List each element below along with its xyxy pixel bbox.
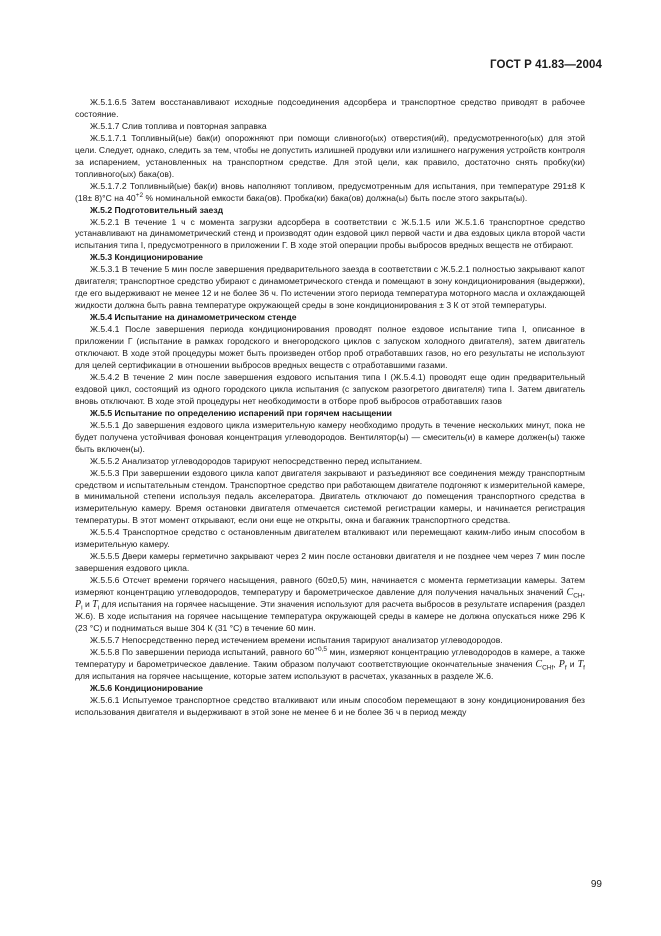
text-span: мин, измеряют концентрацию углеводородов в камере, а также температуру и барометрическое давление. Таким образом получают соответствующие окончательные значения	[75, 646, 585, 669]
paragraph: Ж.5.5.3 При завершении ездового цикла капот двигателя закрывают и разъединяют все соединения между транспортным средством и испытательным стендом. Транспортное средство при работающем двигателе подгоняют к измерительной камере, в минимальной степени используя педаль акселератора. Двигатель отключают до помещения транспортного средства в измерительную камеру. Время остановки двигателя отмечается системой регистрации камеры, и начинается регистрация температуры. В этот момент открывают, если они еще не открыты, окна и багажник транспортного средства.	[75, 467, 586, 526]
superscript: +2	[135, 191, 144, 199]
text-span: ,	[553, 658, 559, 669]
text-span: для испытания на горячее насыщение, которые затем используют в расчетах, указанных в разделе Ж.6.	[75, 670, 494, 681]
paragraph: Ж.5.5.2 Анализатор углеводородов тарируют непосредственно перед испытанием.	[90, 455, 423, 466]
math-symbol: P	[558, 658, 565, 670]
paragraph: Ж.5.5.1 До завершения ездового цикла измерительную камеру необходимо продуть в течение нескольких минут, пока не будет получена устойчивая фоновая концентрация углеводородов. Вентилятор(ы) — смеситель(и) в камере должен(ы) также быть включен(ы).	[75, 419, 585, 454]
math-symbol: T	[92, 599, 98, 611]
paragraph: Ж.5.5.4 Транспортное средство с остановленным двигателем вталкивают или перемещают каким-либо иным способом в измерительную камеру.	[75, 527, 585, 550]
subscript: CH	[573, 592, 583, 600]
section-heading: Ж.5.3 Кондиционирование	[90, 252, 203, 263]
math-symbol: C	[566, 587, 574, 599]
paragraph: Ж.5.5.7 Непосредственно перед истечением времени испытания тарируют анализатор углеводородов.	[90, 634, 503, 645]
math-symbol: C	[535, 658, 543, 670]
subscript: i	[97, 604, 100, 612]
paragraph: Ж.5.1.7 Слив топлива и повторная заправка	[90, 120, 267, 131]
math-symbol: P	[75, 599, 82, 611]
subscript: f	[583, 664, 585, 672]
text-span: Ж.5.5.6 Отсчет времени горячего насыщения, равного (60±0,5) мин, начинается с момента герметизации камеры. Затем измеряют концентрацию углеводородов, температуру и барометрическое давление для получения начальных значений	[75, 575, 585, 598]
section-heading: Ж.5.5 Испытание по определению испарений при горячем насыщении	[90, 407, 392, 418]
paragraph: Ж.5.2.1 В течение 1 ч с момента загрузки адсорбера в соответствии с Ж.5.1.5 или Ж.5.1.6 транспортное средство устанавливают на динамометрический стенд и производят один ездовой цикл первой части и два ездовых цикла второй части испытания типа I, предусмотренного в приложении Г. В ходе этой операции пробы выбросов вредных веществ не отбирают.	[75, 216, 585, 251]
paragraph	[75, 647, 585, 683]
text-span: % номинальной емкости бака(ов). Пробка(ки) бака(ов) должна(ы) быть после этого закрыта(ы).	[143, 192, 528, 203]
superscript: +0,5	[314, 645, 328, 653]
paragraph	[75, 181, 585, 205]
paragraph: Ж.5.1.7.1 Топливный(ые) бак(и) опорожняют при помощи сливного(ых) отверстия(ий), предусмотренного(ых) для этой цели. Следует, однако, следить за тем, чтобы не допустить излишней продувки или излишнего нагружения устройств контроля за испарением, установленных на транспортном средстве. Для этой цели, как правило, достаточно снять пробку(ки) топливного(ых) бака(ов).	[75, 132, 585, 179]
section-heading: Ж.5.2 Подготовительный заезд	[90, 204, 224, 215]
text-span: для испытания на горячее насыщение. Эти значения используют для расчета выбросов в результате испарения (раздел Ж.6). В ходе испытания на горячее насыщение температура окружающей среды в камере не должна опускаться ниже 296 К (23 °С) и подниматься выше 304 К (31 °С) в течение 60 мин.	[75, 599, 586, 633]
page-number: 99	[590, 879, 602, 890]
subscript: f	[551, 664, 554, 672]
paragraph: Ж.5.4.2 В течение 2 мин после завершения ездового испытания типа I (Ж.5.4.1) проводят еще один предварительный ездовой цикл, состоящий из одного городского цикла испытания (с запуском разогретого двигателя) типа I. Затем двигатель вновь отключают. В ходе этой процедуры нет необходимости в отборе проб выбросов отработавших газов	[75, 371, 585, 406]
paragraph: Ж.5.6.1 Испытуемое транспортное средство вталкивают или иным способом перемещают в зону кондиционирования без использования двигателя и выдерживают в этой зоне не менее 6 и не более 36 ч в период между	[75, 694, 585, 717]
text-span: и	[82, 599, 93, 610]
section-heading: Ж.5.6 Кондиционирование	[90, 682, 203, 693]
paragraph: Ж.5.1.6.5 Затем восстанавливают исходные подсоединения адсорбера и транспортное средство приводят в рабочее состояние.	[75, 97, 585, 119]
subscript: CH	[542, 664, 552, 672]
subscript: i	[81, 604, 83, 612]
paragraph: Ж.5.5.5 Двери камеры герметично закрывают через 2 мин после остановки двигателя и не позднее чем через 7 мин после завершения ездового цикла.	[75, 551, 585, 574]
text-span: Ж.5.1.7.2 Топливный(ые) бак(и) вновь наполняют топливом, предусмотренным для испытания, при температуре 291±8 К (18± 8)°С на 40	[75, 180, 585, 203]
document-body	[75, 97, 585, 719]
section-heading: Ж.5.4 Испытание на динамометрическом стенде	[90, 312, 297, 323]
paragraph: Ж.5.4.1 После завершения периода кондиционирования проводят полное ездовое испытание типа I, описанное в приложении Г (испытание в рамках городского и внегородского циклов с запуском холодного двигателя), затем двигатель отключают. В ходе этой процедуры может быть произведен отбор проб отработавших газов, но его результаты не используют для целей сертификации в отношении выбросов вредных веществ с отработавшими газами.	[75, 324, 585, 370]
text-span: ,	[582, 587, 585, 598]
paragraph	[75, 575, 585, 635]
math-symbol: T	[577, 658, 584, 670]
document-id: ГОСТ Р 41.83—2004	[490, 59, 602, 71]
paragraph: Ж.5.3.1 В течение 5 мин после завершения предварительного заезда в соответствии с Ж.5.2.1 полностью закрывают капот двигателя; транспортное средство убирают с динамометрического стенда и помещают в зону кондиционирования (выдержки), где его выдерживают не менее 12 и не более 36 ч. По истечении этого периода температура моторного масла и охлаждающей жидкости должна быть равна температуре окружающей среды в зоне кондиционирования ± 3 К от этой температуры.	[75, 264, 585, 311]
subscript: f	[564, 664, 567, 672]
text-span: и	[566, 658, 578, 669]
text-span: Ж.5.5.8 По завершении периода испытаний, равного 60	[90, 646, 315, 657]
